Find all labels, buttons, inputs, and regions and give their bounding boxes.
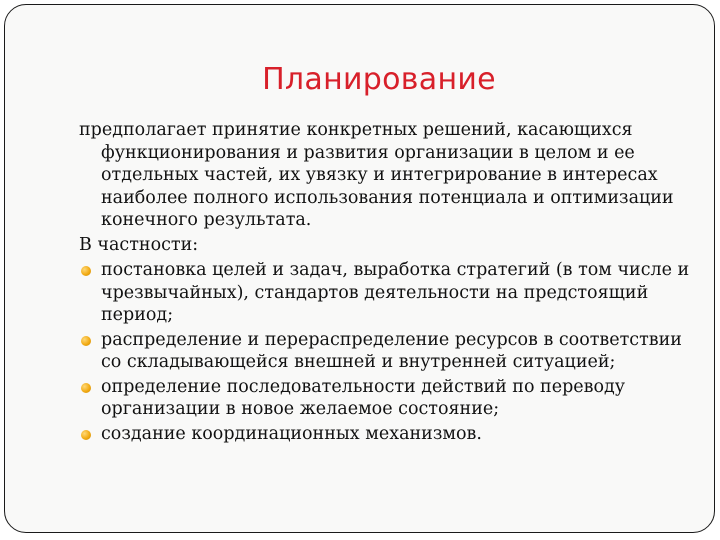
slide-title: Планирование: [262, 62, 496, 97]
list-item: [79, 329, 694, 374]
slide-content: [79, 119, 694, 447]
bullet-list: [79, 259, 694, 445]
bullet-dot-icon: [81, 383, 91, 393]
intro-paragraph: предполагает принятие конкретных решений, касающихся функционирования и развития организации в целом и ее отдельных частей, их увязку и интегрирование в интересах наиболее полного использования потенциала и оптимизации конечного результата.: [79, 120, 674, 230]
bullet-text: постановка целей и задач, выработка стратегий (в том числе и чрезвычайных), стандартов деятельности на предстоящий период;: [101, 260, 690, 325]
bullet-dot-icon: [81, 336, 91, 346]
list-item: [79, 423, 694, 446]
bullet-dot-icon: [81, 266, 91, 276]
bullet-text: определение последовательности действий по переводу организации в новое желаемое состояние;: [101, 376, 626, 419]
bullet-text: распределение и перераспределение ресурсов в соответствии со складывающейся внешней и внутренней ситуацией;: [101, 329, 682, 372]
bullet-text: создание координационных механизмов.: [101, 423, 482, 444]
bullet-dot-icon: [81, 430, 91, 440]
list-item: [79, 259, 694, 327]
list-item: [79, 376, 694, 421]
subheading: В частности:: [79, 235, 199, 255]
